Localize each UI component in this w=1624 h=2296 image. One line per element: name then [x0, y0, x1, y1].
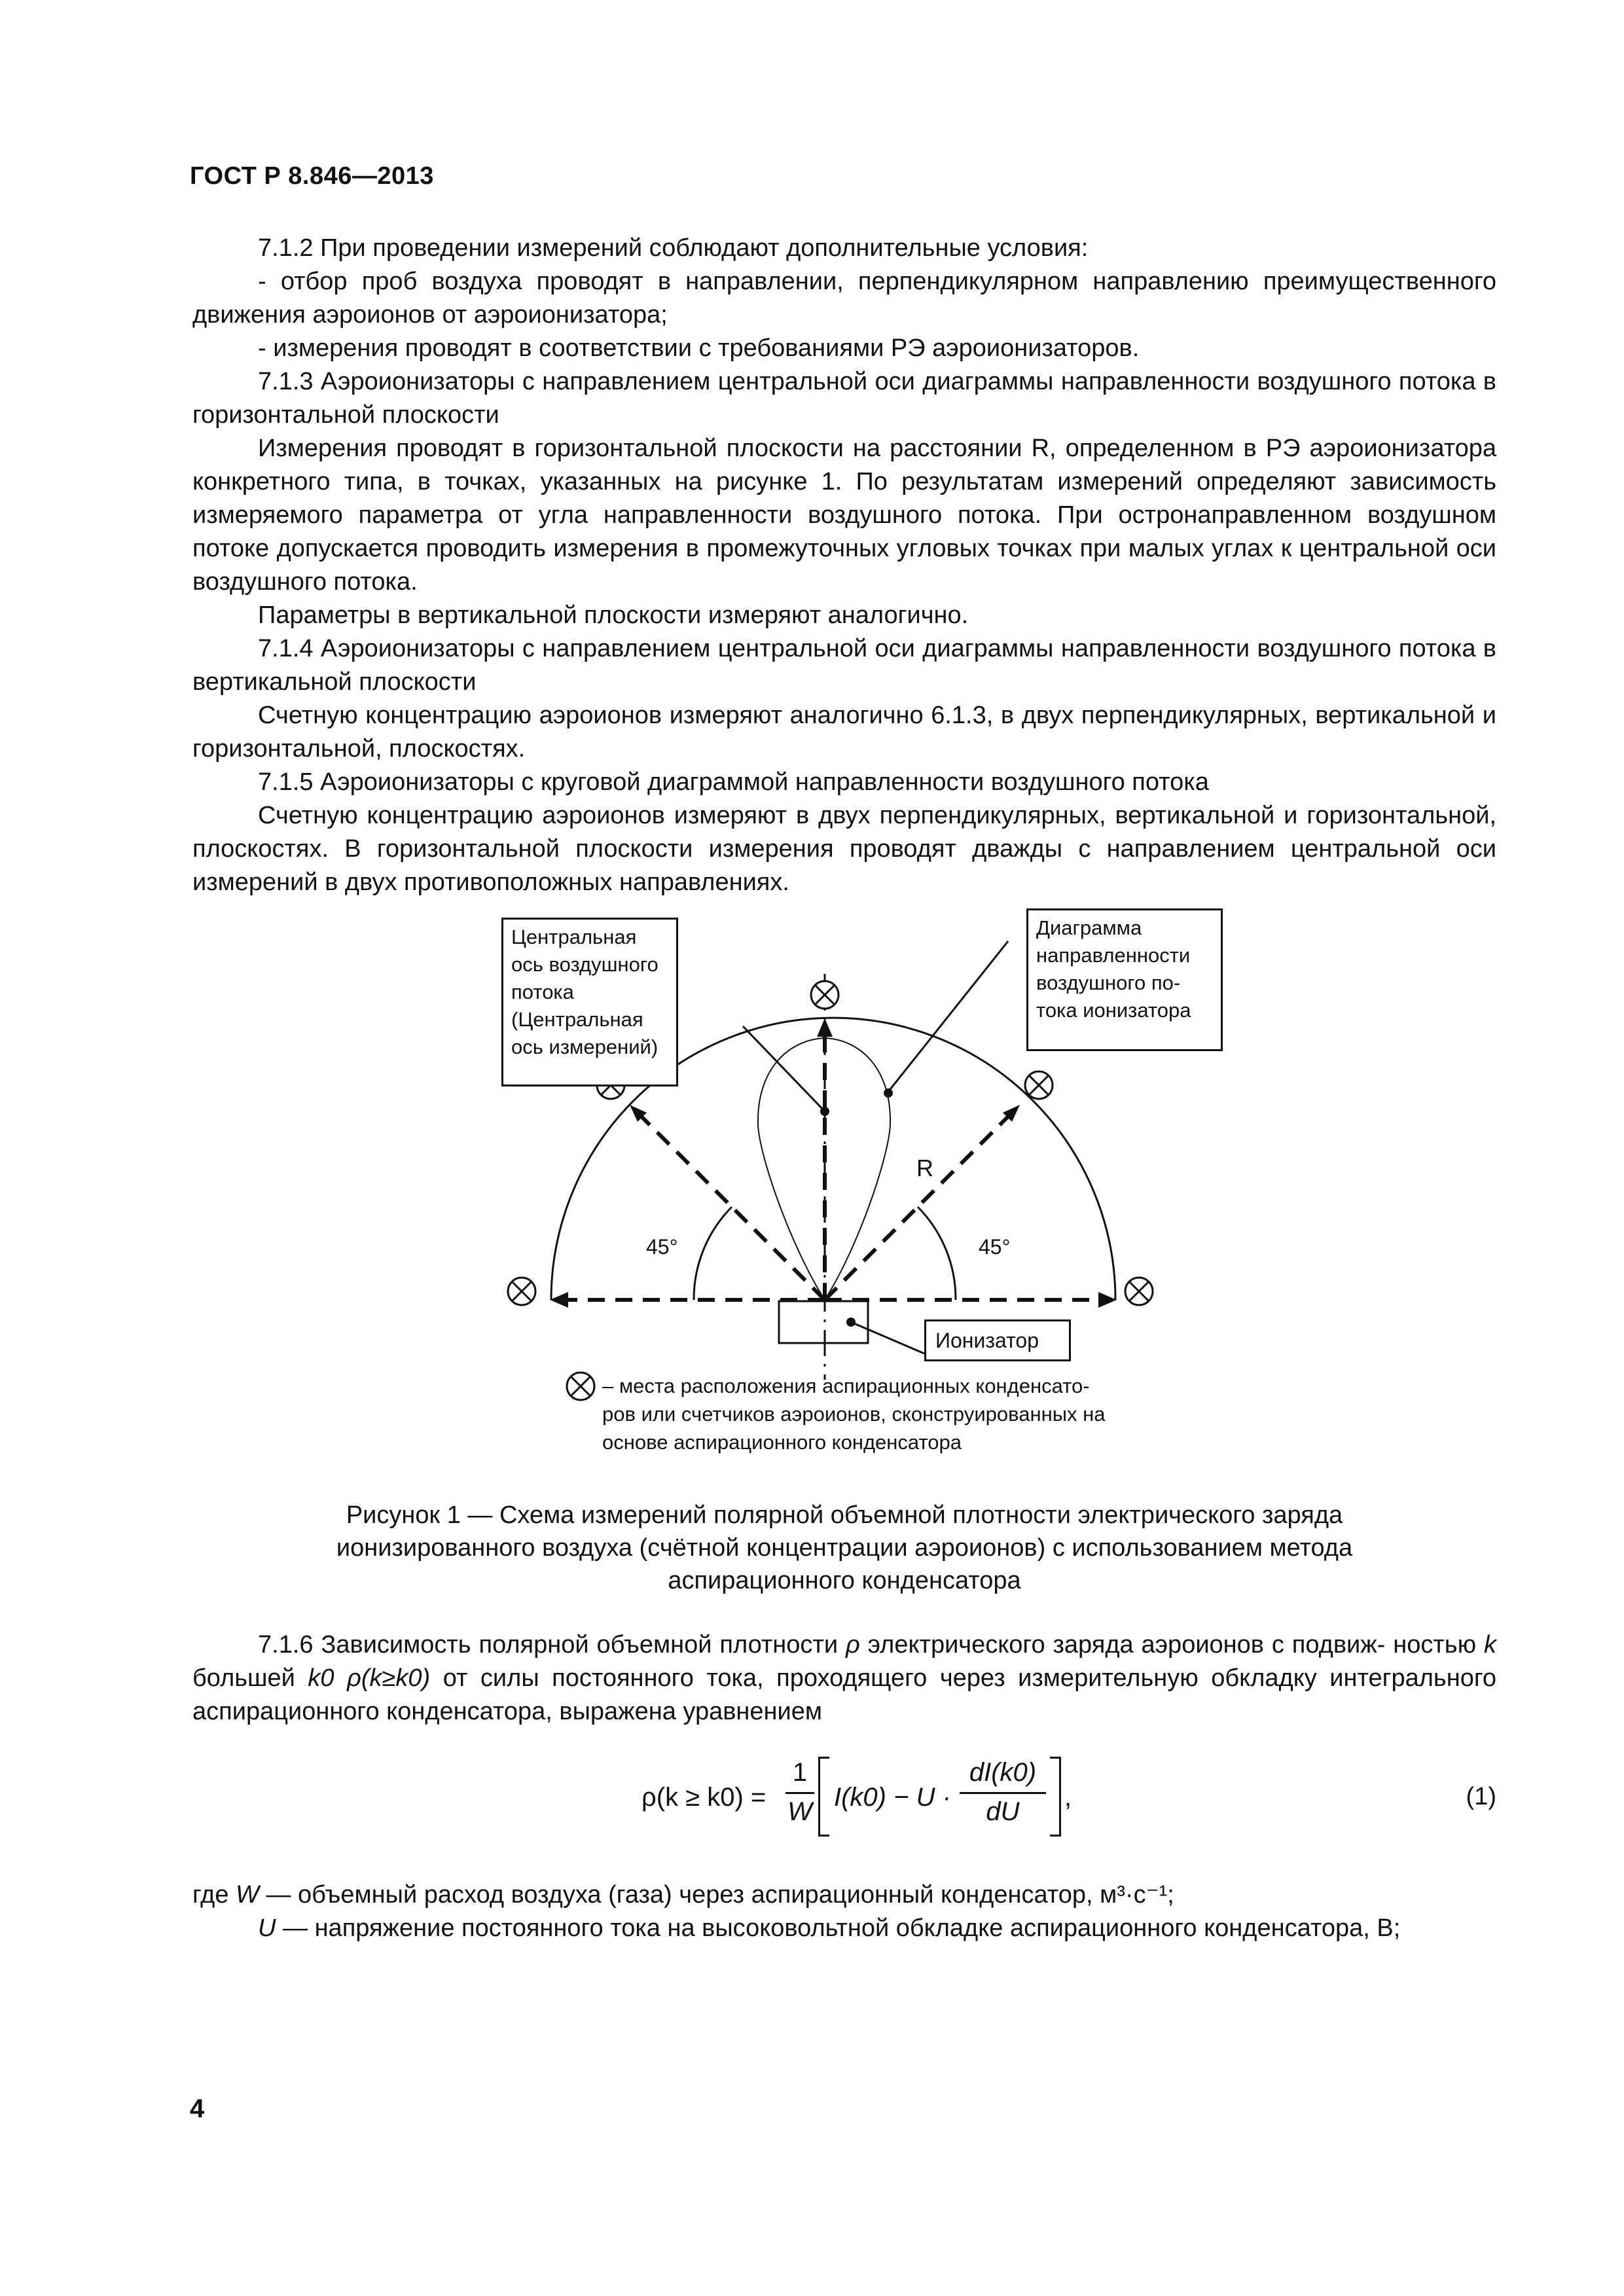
symbol-k: k	[1483, 1631, 1496, 1659]
callout-line: тока ионизатора	[1036, 999, 1191, 1022]
arrow-line-up-right	[825, 1117, 1011, 1300]
text-run: 7.1.6 Зависимость полярной объемной плотности	[258, 1631, 839, 1659]
measurement-point-right	[1125, 1278, 1153, 1305]
paragraph: Параметры в вертикальной плоскости измеряют аналогично.	[258, 601, 969, 629]
arrowhead-left	[550, 1292, 568, 1308]
callout-line: (Центральная	[511, 1008, 643, 1031]
formula-tail: ,	[1064, 1783, 1072, 1812]
callout-ionizer: Ионизатор	[924, 1319, 1071, 1361]
callout-line: направленности	[1036, 944, 1191, 967]
page-number: 4	[190, 2094, 205, 2123]
symbol-u: U	[258, 1914, 276, 1942]
where-clause	[192, 1878, 1496, 1945]
figure-measurement-scheme	[484, 908, 1231, 1471]
measurement-point-left	[508, 1278, 535, 1305]
text-run: ностью	[1393, 1631, 1477, 1659]
text-run: где	[192, 1881, 229, 1909]
formula-deriv-den: dU	[986, 1797, 1020, 1826]
symbol-w: W	[236, 1881, 259, 1909]
text-run: большей	[192, 1664, 295, 1692]
text-run: — объемный расход воздуха (газа) через аспирационный конденсатор, м³·с⁻¹;	[266, 1881, 1174, 1909]
legend-line: – места расположения аспирационных конденсато-	[602, 1374, 1090, 1397]
callout-line: ось измерений)	[511, 1035, 659, 1058]
where-line-w	[192, 1878, 1496, 1912]
legend-line: ров или счетчиков аэроионов, сконструированных на	[602, 1403, 1106, 1426]
text-run: электрического заряда аэроионов с подвиж-	[867, 1631, 1386, 1659]
paragraph: 7.1.3 Аэроионизаторы с направлением центральной оси диаграммы направленности воздушного потока в горизонтальной плоскости	[192, 368, 1496, 429]
arrowhead-right	[1098, 1292, 1117, 1308]
arrowhead-up	[817, 1018, 833, 1037]
equation-1	[641, 1754, 1074, 1839]
angle-arc-right	[918, 1207, 956, 1300]
label-angle-right: 45°	[979, 1235, 1011, 1259]
text-run: — напряжение постоянного тока на высоковольтной обкладке аспирационного конденсатора, В;	[283, 1914, 1401, 1942]
section-716	[192, 1628, 1496, 1729]
measurement-point-top	[811, 981, 839, 1009]
where-line-u	[192, 1912, 1496, 1945]
caption-line: Рисунок 1 — Схема измерений полярной объемной плотности электрического заряда	[346, 1501, 1343, 1529]
symbol-k0: k0	[308, 1664, 334, 1692]
callout-line: ось воздушного	[511, 953, 659, 976]
label-radius: R	[916, 1155, 933, 1181]
leader-dot-ionizer	[846, 1318, 856, 1327]
callout-line: потока	[511, 980, 574, 1003]
equation-number: (1)	[1466, 1783, 1496, 1810]
caption-line: ионизированного воздуха (счётной концентрации аэроионов) с использованием метода	[336, 1534, 1353, 1562]
leader-dot-axis	[820, 1107, 829, 1116]
leader-ionizer	[851, 1322, 924, 1354]
formula-bracket-right	[1050, 1757, 1061, 1837]
callout-central-axis	[501, 918, 678, 1086]
callout-line: воздушного по-	[1036, 971, 1181, 994]
figure-legend	[602, 1372, 1231, 1456]
formula-frac-den: W	[787, 1797, 812, 1826]
paragraph: Счетную концентрацию аэроионов измеряют в двух перпендикулярных, вертикальной и горизонтальной, плоскостях. В горизонтальной плоскости измерения проводят дважды с направлением центральной оси измерений в двух противоположных направлениях.	[192, 802, 1496, 896]
formula-deriv-num: dI(k0)	[969, 1758, 1037, 1787]
paragraph-716	[192, 1628, 1496, 1729]
leader-dot-diagram	[884, 1088, 893, 1098]
formula-bracket-content: I(k0) − U ·	[834, 1783, 951, 1812]
figure-caption	[192, 1499, 1496, 1597]
expression-rho-k: ρ(k≥k0)	[347, 1664, 431, 1692]
legend-line: основе аспирационного конденсатора	[602, 1431, 962, 1454]
paragraph: 7.1.2 При проведении измерений соблюдают дополнительные условия:	[258, 234, 1089, 262]
section-71-text	[192, 232, 1496, 899]
callout-directional-diagram	[1026, 908, 1223, 1051]
arrow-line-up-left	[641, 1117, 825, 1300]
formula-frac-bar	[785, 1792, 814, 1794]
leader-diagram	[888, 941, 1008, 1092]
formula-frac-num: 1	[792, 1758, 808, 1787]
paragraph: 7.1.5 Аэроионизаторы с круговой диаграммой направленности воздушного потока	[258, 768, 1209, 796]
callout-line: Диаграмма	[1036, 916, 1142, 939]
legend-symbol	[567, 1372, 594, 1400]
paragraph: 7.1.4 Аэроионизаторы с направлением центральной оси диаграммы направленности воздушного потока в вертикальной плоскости	[192, 635, 1496, 696]
formula-deriv-bar	[960, 1792, 1046, 1794]
paragraph: - отбор проб воздуха проводят в направлении, перпендикулярном направлению преимущественного движения аэроионов от аэроионизатора;	[192, 268, 1496, 329]
paragraph: Измерения проводят в горизонтальной плоскости на расстоянии R, определенном в РЭ аэроионизатора конкретного типа, в точках, указанных на рисунке 1. По результатам измерений определяют зависимость измеряемого параметра от угла направленности воздушного потока. При остронаправленном воздушном потоке допускается проводить измерения в промежуточных угловых точках при малых углах к центральной оси воздушного потока.	[192, 435, 1496, 596]
label-angle-left: 45°	[646, 1235, 678, 1259]
angle-arc-left	[694, 1207, 732, 1300]
document-header: ГОСТ Р 8.846—2013	[190, 162, 434, 190]
formula-lhs: ρ(k ≥ k0) =	[641, 1783, 767, 1812]
callout-line: Центральная	[511, 925, 637, 948]
paragraph: Счетную концентрацию аэроионов измеряют аналогично 6.1.3, в двух перпендикулярных, вертикальной и горизонтальной, плоскостях.	[192, 702, 1496, 762]
caption-line: аспирационного конденсатора	[668, 1567, 1021, 1594]
symbol-rho: ρ	[845, 1631, 860, 1659]
formula-bracket-left	[818, 1757, 829, 1837]
paragraph: - измерения проводят в соответствии с требованиями РЭ аэроионизаторов.	[258, 334, 1140, 362]
measurement-point-upper-right	[1025, 1071, 1053, 1099]
text-run: интегрального аспирационного конденсатора, выражена уравнением	[192, 1664, 1496, 1725]
text-run: от силы постоянного тока, проходящего через измерительную обкладку	[442, 1664, 1317, 1692]
